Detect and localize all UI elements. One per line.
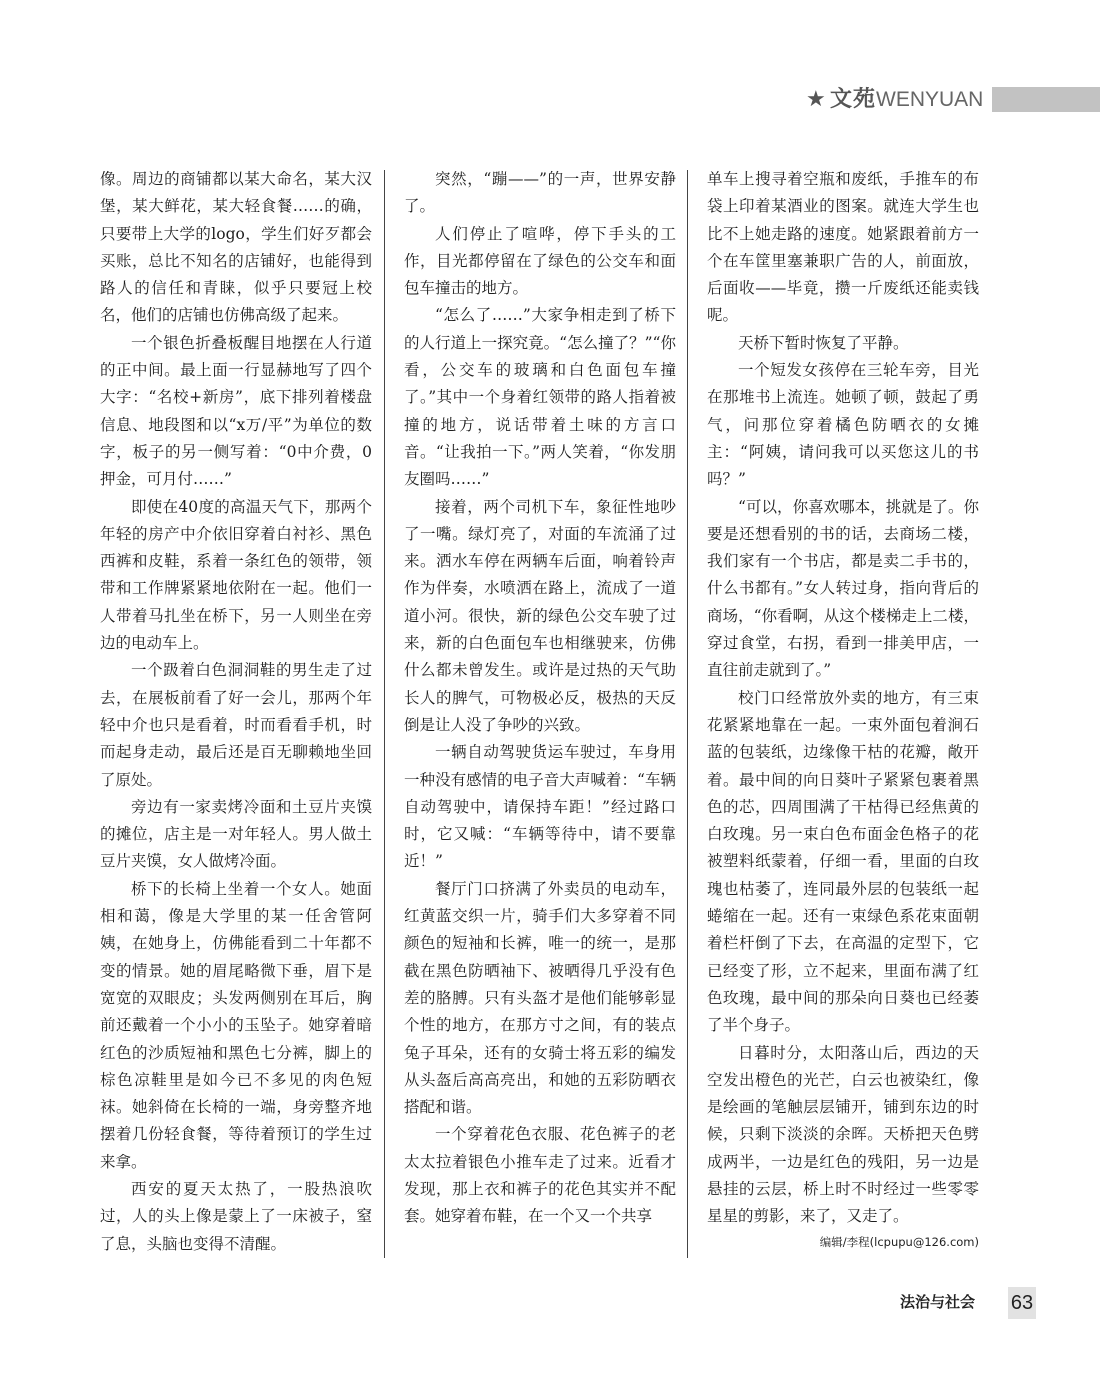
section-title-en: WENYUAN <box>876 88 984 111</box>
page-number: 63 <box>1008 1287 1036 1319</box>
paragraph: 一个穿着花色衣服、花色裤子的老太太拉着银色小推车走了过来。近看才发现，那上衣和裤子的花色其实并不配套。她穿着布鞋，在一个又一个共享 <box>404 1125 676 1226</box>
text-column-3 <box>707 166 979 1251</box>
star-icon: ★ <box>806 87 826 112</box>
paragraph: “怎么了……”大家争相走到了桥下的人行道上一探究竟。“怎么撞了？”“你看，公交车的玻璃和白色面包车撞了。”其中一个身着红领带的路人指着被撞的地方，说话带着土味的方言口音。“让我拍一下。”两人笑着，“你发朋友圈吗……” <box>404 306 676 489</box>
paragraph: 旁边有一家卖烤冷面和土豆片夹馍的摊位，店主是一对年轻人。男人做土豆片夹馍，女人做烤冷面。 <box>100 797 372 871</box>
paragraph: 日暮时分，太阳落山后，西边的天空发出橙色的光芒，白云也被染红，像是绘画的笔触层层铺开，铺到东边的时候，只剩下淡淡的余晖。天桥把天色劈成两半，一边是红色的残阳，另一边是悬挂的云层，桥上时不时经过一些零零星星的剪影，来了，又走了。 <box>707 1043 979 1226</box>
paragraph: 一个银色折叠板醒目地摆在人行道的正中间。最上面一行显赫地写了四个大字：“名校+新房”，底下排列着楼盘信息、地段图和以“x万/平”为单位的数字，板子的另一侧写着：“0中介费，0押金，可月付……” <box>100 333 372 489</box>
paragraph: 一个短发女孩停在三轮车旁，目光在那堆书上流连。她顿了顿，鼓起了勇气，问那位穿着橘色防晒衣的女摊主：“阿姨，请问我可以买您这儿的书吗？” <box>707 361 979 489</box>
paragraph: 接着，两个司机下车，象征性地吵了一嘴。绿灯亮了，对面的车流涌了过来。洒水车停在两辆车后面，响着铃声作为伴奏，水喷洒在路上，流成了一道道小河。很快，新的绿色公交车驶了过来，新的白色面包车也相继驶来，仿佛什么都未曾发生。或许是过热的天气助长人的脾气，可物极必反，极热的天反倒是让人没了争吵的兴致。 <box>404 497 676 734</box>
paragraph: 一个趿着白色洞洞鞋的男生走了过去，在展板前看了好一会儿，那两个年轻中介也只是看着，时而看看手机，时而起身走动，最后还是百无聊赖地坐回了原处。 <box>100 661 372 789</box>
paragraph: 天桥下暂时恢复了平静。 <box>738 333 909 352</box>
paragraph: 桥下的长椅上坐着一个女人。她面相和蔼，像是大学里的某一任舍管阿姨，在她身上，仿佛能看到二十年都不变的情景。她的眉尾略微下垂，眉下是宽宽的双眼皮；头发两侧别在耳后，胸前还戴着一个小小的玉坠子。她穿着暗红色的沙质短袖和黑色七分裤，脚上的棕色凉鞋里是如今已不多见的肉色短袜。她斜倚在长椅的一端，身旁整齐地摆着几份轻食餐，等待着预订的学生过来拿。 <box>100 879 372 1171</box>
column-divider <box>384 170 385 1258</box>
paragraph: 一辆自动驾驶货运车驶过，车身用一种没有感情的电子音大声喊着：“车辆自动驾驶中，请保持车距！”经过路口时，它又喊：“车辆等待中，请不要靠近！” <box>404 743 676 871</box>
text-column-1 <box>100 166 372 1258</box>
text-column-2 <box>404 166 676 1231</box>
editor-credit: 编辑/李程(lcpupu@126.com) <box>819 1234 979 1249</box>
paragraph: 像。周边的商铺都以某大命名，某大汉堡，某大鲜花，某大轻食餐……的确，只要带上大学的logo，学生们好歹都会买账，总比不知名的店铺好，也能得到路人的信任和青睐，似乎只要冠上校名，他们的店铺也仿佛高级了起来。 <box>100 170 372 325</box>
paragraph: 突然，“蹦——”的一声，世界安静了。 <box>404 170 676 216</box>
header-bar <box>992 87 1100 112</box>
section-title-cn: 文苑 <box>830 87 877 112</box>
paragraph: 单车上搜寻着空瓶和废纸，手推车的布袋上印着某酒业的图案。就连大学生也比不上她走路的速度。她紧跟着前方一个在车筐里塞兼职广告的人，前面放，后面收——毕竟，攒一斤废纸还能卖钱呢。 <box>707 170 979 325</box>
paragraph: 餐厅门口挤满了外卖员的电动车，红黄蓝交织一片，骑手们大多穿着不同颜色的短袖和长裤，唯一的统一，是那截在黑色防晒袖下、被晒得几乎没有色差的胳膊。只有头盔才是他们能够彰显个性的地方，在那方寸之间，有的装点兔子耳朵，还有的女骑士将五彩的编发从头盔后高高亮出，和她的五彩防晒衣搭配和谐。 <box>404 879 676 1117</box>
column-divider <box>687 170 688 1258</box>
paragraph: “可以，你喜欢哪本，挑就是了。你要是还想看别的书的话，去商场二楼，我们家有一个书店，都是卖二手书的，什么书都有。”女人转过身，指向背后的商场，“你看啊，从这个楼梯走上二楼，穿过食堂，右拐，看到一排美甲店，一直往前走就到了。” <box>707 497 979 680</box>
magazine-name: 法治与社会 <box>900 1293 976 1311</box>
paragraph: 即使在40度的高温天气下，那两个年轻的房产中介依旧穿着白衬衫、黑色西裤和皮鞋，系着一条红色的领带，领带和工作牌紧紧地依附在一起。他们一人带着马扎坐在桥下，另一人则坐在旁边的电动车上。 <box>100 497 372 653</box>
paragraph: 西安的夏天太热了，一股热浪吹过，人的头上像是蒙上了一床被子，窒了息，头脑也变得不清醒。 <box>100 1179 372 1253</box>
section-header <box>0 86 1100 114</box>
paragraph: 人们停止了喧哗，停下手头的工作，目光都停留在了绿色的公交车和面包车撞击的地方。 <box>404 224 676 298</box>
paragraph: 校门口经常放外卖的地方，有三束花紧紧地靠在一起。一束外面包着涧石蓝的包装纸，边缘像干枯的花瓣，敞开着。最中间的向日葵叶子紧紧包裹着黑色的芯，四周围满了干枯得已经焦黄的白玫瑰。另一束白色布面金色格子的花被塑料纸蒙着，仔细一看，里面的白玫瑰也枯萎了，连同最外层的包装纸一起蜷缩在一起。还有一束绿色系花束面朝着栏杆倒了下去，在高温的定型下，它已经变了形，立不起来，里面布满了红色玫瑰，最中间的那朵向日葵也已经萎了半个身子。 <box>707 688 979 1035</box>
